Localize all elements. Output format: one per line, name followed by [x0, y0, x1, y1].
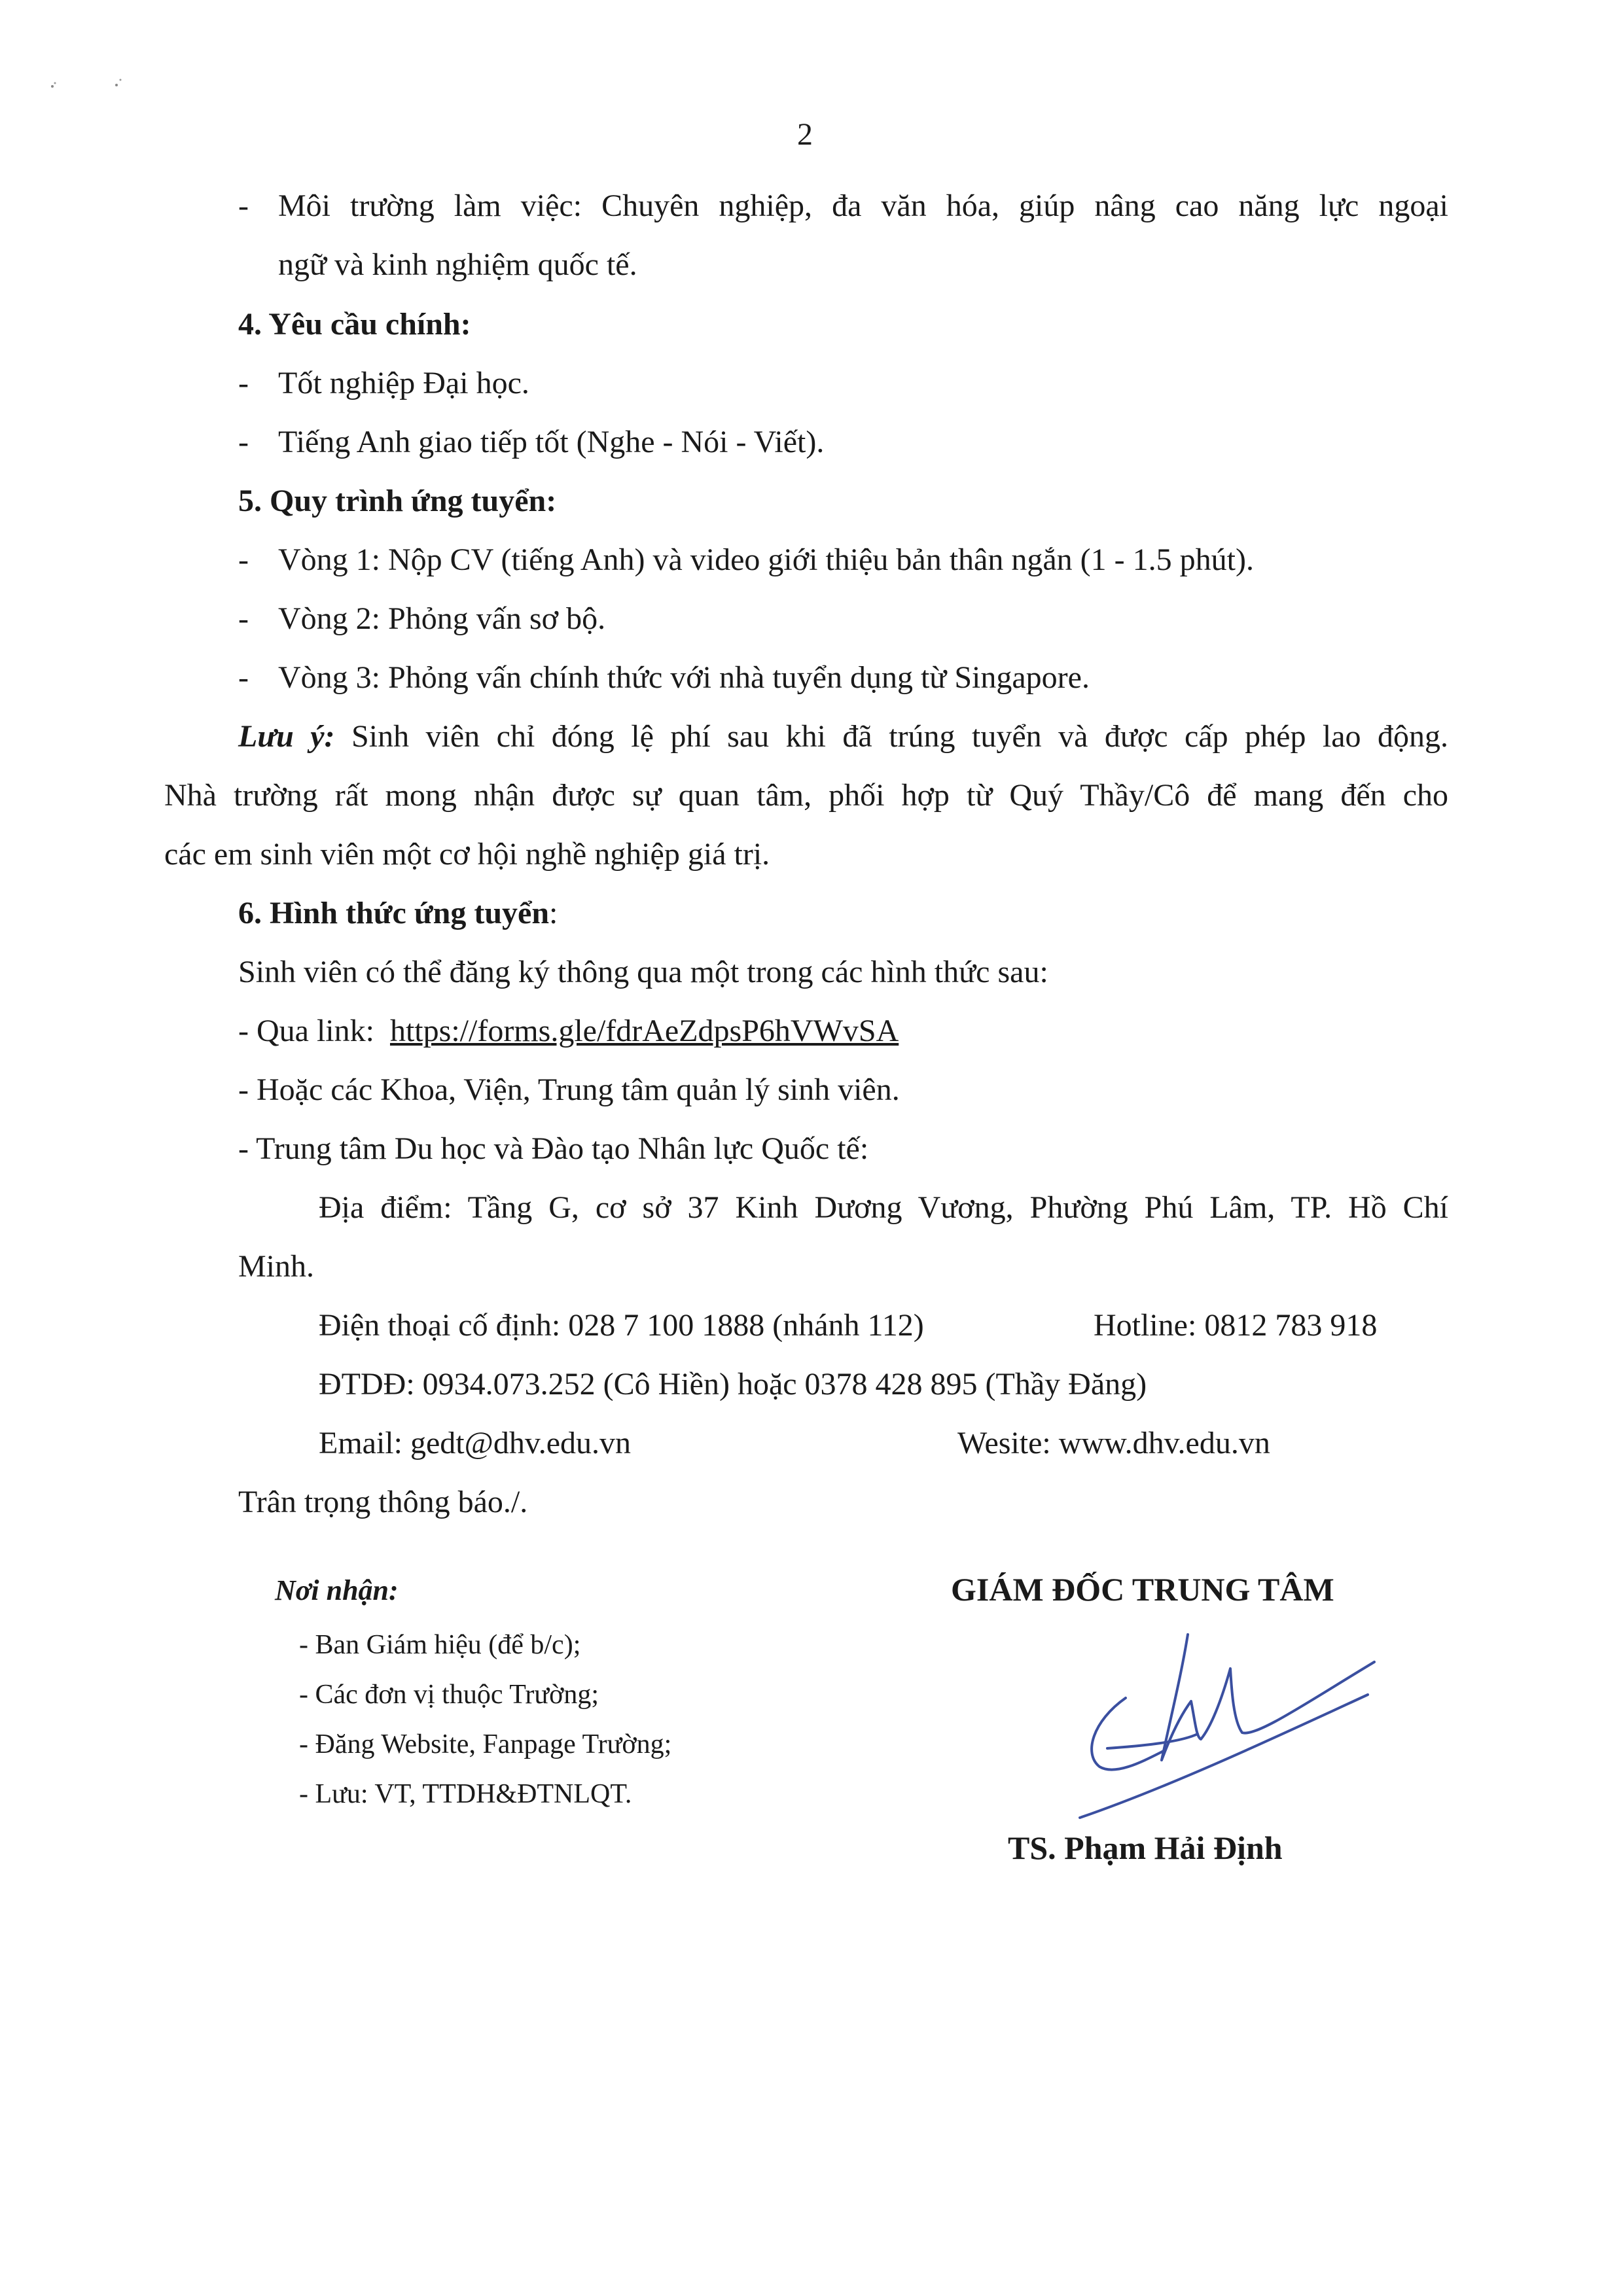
recipient-item: - Ban Giám hiệu (để b/c); [299, 1630, 581, 1660]
option-faculty: - Hoặc các Khoa, Viện, Trung tâm quản lý sinh viên. [238, 1072, 900, 1107]
bullet-dash: - [238, 188, 249, 223]
section6-heading [238, 894, 558, 933]
work-environment-line1: Môi trường làm việc: Chuyên nghiệp, đa văn hóa, giúp nâng cao năng lực ngoại [278, 188, 1448, 223]
phone-fixed: Điện thoại cố định: 028 7 100 1888 (nhánh 112) [319, 1308, 924, 1343]
process-item: Vòng 3: Phỏng vấn chính thức với nhà tuyển dụng từ Singapore. [278, 660, 1090, 695]
option-center: - Trung tâm Du học và Đào tạo Nhân lực Quốc tế: [238, 1131, 869, 1166]
process-item: Vòng 1: Nộp CV (tiếng Anh) và video giới thiệu bản thân ngắn (1 - 1.5 phút). [278, 542, 1254, 577]
section4-heading: 4. Yêu cầu chính: [238, 307, 471, 342]
bullet-dash: - [238, 425, 249, 459]
note-line3: các em sinh viên một cơ hội nghề nghiệp giá trị. [164, 837, 770, 872]
signer-name: TS. Phạm Hải Định [1008, 1829, 1283, 1866]
section6-heading-colon: : [549, 896, 558, 930]
bullet-dash: - [238, 660, 249, 695]
closing-text: Trân trọng thông báo./. [238, 1485, 528, 1519]
requirement-item: Tốt nghiệp Đại học. [278, 366, 529, 400]
link-prefix: - Qua link: [238, 1014, 374, 1048]
address-line1: Địa điểm: Tầng G, cơ sở 37 Kinh Dương Vương, Phường Phú Lâm, TP. Hồ Chí [319, 1190, 1448, 1225]
process-item: Vòng 2: Phỏng vấn sơ bộ. [278, 601, 606, 636]
bullet-dash: - [238, 366, 249, 400]
website: Wesite: www.dhv.edu.vn [957, 1426, 1270, 1460]
note-label: Lưu ý: [238, 719, 335, 754]
section6-intro: Sinh viên có thể đăng ký thông qua một trong các hình thức sau: [238, 955, 1048, 989]
handwritten-signature [1067, 1629, 1381, 1826]
page-number: 2 [797, 117, 813, 152]
email: Email: gedt@dhv.edu.vn [319, 1426, 631, 1460]
address-line2: Minh. [238, 1249, 315, 1284]
note-line2: Nhà trường rất mong nhận được sự quan tâm, phối hợp từ Quý Thầy/Cô để mang đến cho [164, 778, 1448, 813]
signature-title: GIÁM ĐỐC TRUNG TÂM [951, 1571, 1334, 1608]
section5-heading: 5. Quy trình ứng tuyển: [238, 484, 557, 518]
work-environment-line2: ngữ và kinh nghiệm quốc tế. [278, 247, 637, 282]
requirement-item: Tiếng Anh giao tiếp tốt (Nghe - Nói - Viết). [278, 425, 825, 459]
note-paragraph-line1 [238, 717, 1448, 756]
note-text: Sinh viên chỉ đóng lệ phí sau khi đã trúng tuyển và được cấp phép lao động. [351, 719, 1449, 754]
link-row [238, 1012, 899, 1051]
mobile-contacts: ĐTDĐ: 0934.073.252 (Cô Hiền) hoặc 0378 428 895 (Thầy Đăng) [319, 1367, 1147, 1402]
bullet-dash: - [238, 601, 249, 636]
recipient-item: - Đăng Website, Fanpage Trường; [299, 1729, 672, 1759]
scan-specks [39, 65, 131, 105]
recipients-heading: Nơi nhận: [275, 1574, 399, 1606]
section6-heading-text: 6. Hình thức ứng tuyển [238, 896, 550, 930]
application-form-link[interactable]: https://forms.gle/fdrAeZdpsP6hVWvSA [389, 1014, 899, 1048]
recipient-item: - Các đơn vị thuộc Trường; [299, 1680, 599, 1710]
recipient-item: - Lưu: VT, TTDH&ĐTNLQT. [299, 1779, 632, 1809]
hotline: Hotline: 0812 783 918 [1094, 1308, 1378, 1343]
bullet-dash: - [238, 542, 249, 577]
